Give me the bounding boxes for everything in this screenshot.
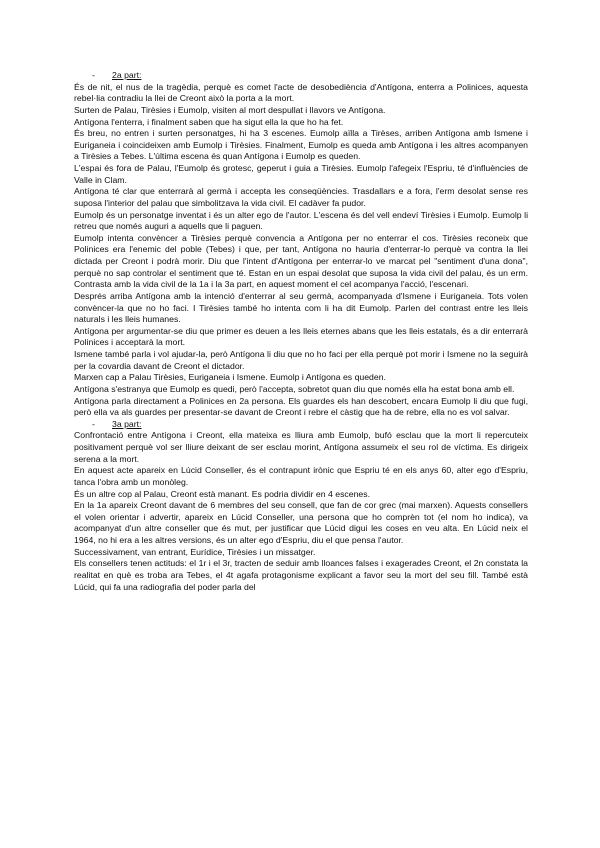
heading-text: 2a part: <box>112 70 142 80</box>
heading-text: 3a part: <box>112 418 142 429</box>
paragraph: En aquest acte apareix en Lúcid Conseller, és el contrapunt irònic que Espriu té en els anys 60, alter ego d'Espriu, tanca l'obra amb un monòleg. <box>74 465 528 487</box>
section-heading-3a <box>74 419 528 431</box>
paragraph: Successivament, van entrant, Eurídice, Tirèsies i un missatger. <box>74 546 316 557</box>
paragraph: Marxen cap a Palau Tirèsies, Euriganeia i Ismene. Eumolp i Antígona es queden. <box>74 372 386 383</box>
paragraph: És breu, no entren i surten personatges, hi ha 3 escenes. Eumolp aïlla a Tirèses, arriben Antígona amb Ismene i Euriganeia i coincideixen amb Eumolp i Tirèsies. Finalment, Eumolp es queda amb Antígona i les altres acompanyen a Tirèsies a Tebes. L'última escena és quan Antígona i Eumolp es queden. <box>74 128 528 162</box>
paragraph: Antígona parla directament a Polinices en 2a persona. Els guardes els han descobert, encara Eumolp li diu que fugi, però ella va als guardes per presentar-se davant de Creont i rebre el càstig que ha de rebre, ella no es vol salvar. <box>74 395 528 418</box>
document-page <box>74 70 528 593</box>
paragraph: Els consellers tenen actituds: el 1r i el 3r, tracten de seduir amb lloances falses i exagerades Creont, el 2n constata la realitat en què es troba ara Tebes, el 4t agafa protagonisme explicant a favor seu la mort del seu fill. També està Lúcid, qui fa una radiografia del poder parla del <box>74 558 528 592</box>
paragraph: Eumolp és un personatge inventat i és un alter ego de l'autor. L'escena és del vell endeví Tirèsies i Eumolp. Eumolp li retreu que només auguri a aquells que li paguen. <box>74 209 528 232</box>
list-dash: - <box>92 70 95 80</box>
paragraph: Ismene també parla i vol ajudar-la, però Antígona li diu que no ho faci per ella perquè pot morir i Ismene no la seguirà per la covardia davant de Creont el dictador. <box>74 349 528 371</box>
paragraph: Eumolp intenta convèncer a Tirèsies perquè convencia a Antígona per no enterrar el cos. Tirèsies reconeix que Polinices era l'enemic del poble (Tebes) i que, per tant, Antígona no hauria d'enterrar-lo perquè va contra la llei dictada per Creont i podrà morir. Diu que l'intent d'Antígona per enterrar-lo ve marcat pel "sentiment d'una dona", perquè no sap controlar el sentiment que té. Estan en un espai desolat que suposa la vida civil del palau, és un erm. Contrasta amb la vida civil de la 1a i la 3a part, en aquest moment el cel acompanya l'acció, l'escenari. <box>74 232 528 290</box>
paragraph: Confrontació entre Antígona i Creont, ella mateixa es lliura amb Eumolp, bufó esclau que la mort li repercuteix positivament perquè vol ser lliure deixant de ser esclau morint, Antígona assumeix el seu rol de víctima. Es dirigeix serena a la mort. <box>74 430 528 464</box>
paragraph: És de nit, el nus de la tragèdia, perquè es comet l'acte de desobediència d'Antígona, enterra a Polinices, aquesta rebel·lia contradiu la llei de Creont això la porta a la mort. <box>74 81 528 104</box>
paragraph: Després arriba Antígona amb la intenció d'enterrar al seu germà, acompanyada d'Ismene i Euriganeia. Tots volen convèncer-la que no ho faci. I Tirèsies també ho intenta com li ha dit Eumolp. Parlen del contrast entre les lleis naturals i les lleis humanes. <box>74 290 528 325</box>
paragraph: L'espai és fora de Palau, l'Eumolp és grotesc, geperut i guia a Tirèsies. Eumolp l'afegeix l'Espriu, té d'influències de Valle in Clam. <box>74 163 528 185</box>
paragraph: Antígona l'enterra, i finalment saben que ha sigut ella la que ho ha fet. <box>74 116 344 127</box>
paragraph: Antígona s'estranya que Eumolp es quedi, però l'accepta, sobretot quan diu que només ella ha estat bona amb ell. <box>74 383 515 394</box>
paragraph: És un altre cop al Palau, Creont està manant. Es podria dividir en 4 escenes. <box>74 488 371 499</box>
paragraph: Antígona té clar que enterrarà al germà i accepta les conseqüències. Trasdallars e a fora, l'erm desolat sense res suposa l'interior del palau que simbolitzava la vida civil. El cadàver fa pudor. <box>74 186 528 208</box>
paragraph: Antígona per argumentar-se diu que primer es deuen a les lleis eternes abans que les lleis estatals, és a dir enterrarà Polinices i acceptarà la mort. <box>74 325 528 348</box>
section-heading-2a <box>74 70 528 82</box>
list-dash: - <box>92 418 95 429</box>
paragraph: En la 1a apareix Creont davant de 6 membres del seu consell, que fan de cor grec (mai marxen). Aquests consellers el volen orientar i advertir, apareix en Lúcid Conseller, una persona que ho comprèn tot (el nom ho indica), va acompanyat d'un altre conseller que és mut, per justificar que Lúcid digui les coses en veu alta. En Lúcid neix el 1964, no hi era a les altres versions, és un alter ego d'Espriu, diu el que pensa l'autor. <box>74 500 528 545</box>
paragraph: Surten de Palau, Tirèsies i Eumolp, visiten al mort despullat i llavors ve Antígona. <box>74 104 386 115</box>
